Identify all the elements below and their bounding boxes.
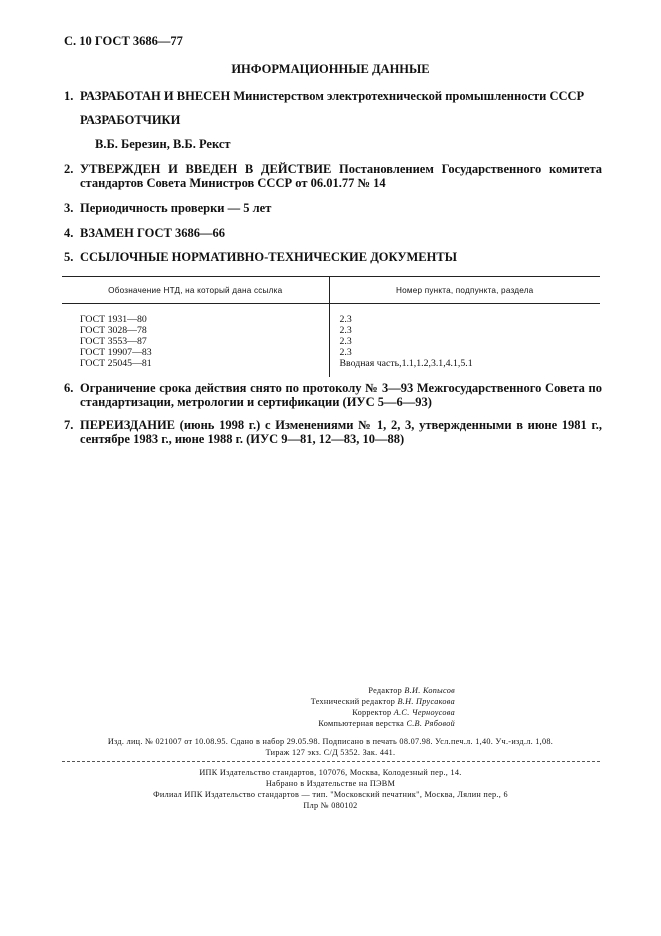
column-header: Обозначение НТД, на который дана ссылка [62, 277, 329, 304]
divider [62, 761, 600, 762]
editor-line: Редактор В.И. Копысов [368, 686, 455, 695]
publisher-address: ИПК Издательство стандартов, 107076, Москва, Колодезный пер., 14. [199, 768, 462, 777]
list-item: 6. Ограничение срока действия снято по протоколу № 3—93 Межгосударственного Совета по стандартизации, метрологии и сертификации (ИУС 5—6—93) [64, 381, 602, 409]
table-cell: ГОСТ 3553—87 [80, 336, 147, 347]
section-title: ИНФОРМАЦИОННЫЕ ДАННЫЕ [231, 62, 430, 76]
table-body [62, 304, 600, 378]
developers-names: В.Б. Березин, В.Б. Рекст [95, 137, 231, 151]
column-header: Номер пункта, подпункта, раздела [329, 277, 600, 304]
list-item: 2. УТВЕРЖДЕН И ВВЕДЕН В ДЕЙСТВИЕ Постановлением Государственного комитета стандартов Совета Министров СССР от 06.01.77 № 14 [64, 162, 602, 190]
list-item: 1. РАЗРАБОТАН И ВНЕСЕН Министерством электротехнической промышленности СССР [64, 89, 585, 103]
developers-heading: РАЗРАБОТЧИКИ [80, 113, 181, 127]
page-header: С. 10 ГОСТ 3686—77 [64, 34, 183, 48]
printer-address: Филиал ИПК Издательство стандартов — тип. "Московский печатник", Москва, Лялин пер., 6 [153, 790, 508, 799]
column-documents [62, 304, 329, 378]
tech-editor-line: Технический редактор В.Н. Прусакова [310, 697, 455, 706]
table-cell: ГОСТ 1931—80 [80, 314, 147, 325]
publishing-details: Изд. лиц. № 021007 от 10.08.95. Сдано в набор 29.05.98. Подписано в печать 08.07.98. Усл.печ.л. 1,40. Уч.-изд.л. 1,08. [107, 737, 554, 746]
license-number: Плр № 080102 [303, 801, 358, 810]
typeset-note: Набрано в Издательстве на ПЭВМ [265, 779, 396, 788]
list-item: 5. ССЫЛОЧНЫЕ НОРМАТИВНО-ТЕХНИЧЕСКИЕ ДОКУМЕНТЫ [64, 250, 457, 264]
list-item: 7. ПЕРЕИЗДАНИЕ (июнь 1998 г.) с Изменениями № 1, 2, 3, утвержденными в июне 1981 г., сентябре 1983 г., июне 1988 г. (ИУС 9—81, 12—83, 10—88) [64, 418, 602, 446]
corrector-line: Корректор А.С. Черноусова [352, 708, 455, 717]
table-cell: 2.3 [339, 314, 352, 325]
table-cell: ГОСТ 25045—81 [80, 358, 152, 369]
table-cell: 2.3 [339, 336, 352, 347]
column-sections [329, 304, 600, 378]
table-cell: 2.3 [339, 347, 352, 358]
table-cell: 2.3 [339, 325, 352, 336]
table-header-row [62, 277, 600, 304]
print-run: Тираж 127 экз. С/Д 5352. Зак. 441. [265, 748, 396, 757]
table-cell: ГОСТ 3028—78 [80, 325, 147, 336]
layout-line: Компьютерная верстка С.В. Рябовой [318, 719, 455, 728]
list-item: 3. Периодичность проверки — 5 лет [64, 201, 272, 215]
list-item: 4. ВЗАМЕН ГОСТ 3686—66 [64, 226, 225, 240]
table-cell: Вводная часть,1.1,1.2,3.1,4.1,5.1 [339, 358, 473, 369]
table-cell: ГОСТ 19907—83 [80, 347, 152, 358]
references-table [62, 276, 600, 377]
